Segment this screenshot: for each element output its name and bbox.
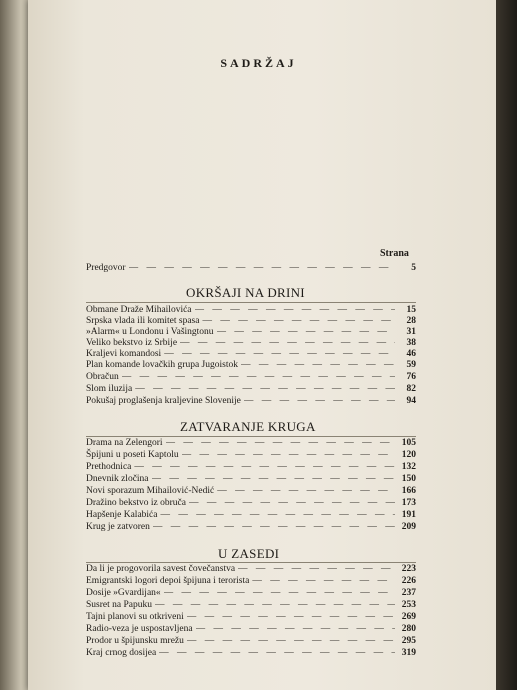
section-rule [86, 302, 416, 303]
toc-entry-page: 166 [401, 486, 416, 496]
toc-entry-label: Hapšenje Kalabića [86, 510, 158, 520]
leader-dashes [202, 316, 395, 326]
toc-entry [86, 600, 416, 612]
toc-entry-label: Srpska vlada ili komitet spasa [86, 316, 200, 326]
leader-dashes [195, 305, 395, 315]
toc-entry-page: 105 [401, 438, 416, 448]
toc-entry-label: »Alarm« u Londonu i Vašingtonu [86, 327, 214, 337]
toc-entry-label: Veliko bekstvo iz Srbije [86, 338, 178, 348]
toc-entry-page: 269 [401, 612, 416, 622]
toc-entry-label: Emigrantski logori depoi špijuna i terorista [86, 576, 250, 586]
toc-entry [86, 450, 416, 462]
toc-entry-page: 223 [401, 564, 416, 574]
toc-entry-label: Dražino bekstvo iz obruča [86, 498, 186, 508]
toc-entry-label: Tajni planovi su otkriveni [86, 612, 184, 622]
leader-dashes [189, 498, 395, 508]
toc-entry [86, 624, 416, 636]
leader-dashes [134, 462, 395, 472]
toc-entry-page: 31 [406, 327, 416, 337]
toc-entry-label: Obračun [86, 372, 119, 382]
toc-entry-label: Kraj crnog dosijea [86, 648, 157, 658]
leader-dashes [152, 474, 395, 484]
leader-dashes [241, 360, 395, 370]
leader-dashes [164, 349, 395, 359]
toc-entry [86, 564, 416, 576]
toc-entry-label: Drama na Zelengori [86, 438, 163, 448]
leader-dashes [238, 564, 395, 574]
leader-dashes [244, 396, 395, 406]
toc-entry-page: 132 [401, 462, 416, 472]
leader-dashes [153, 522, 395, 532]
toc-entry-label: Špijuni u poseti Kaptolu [86, 450, 179, 460]
toc-entry [86, 396, 416, 408]
leader-dashes [180, 338, 395, 348]
toc-entry-preface [86, 263, 416, 275]
book-right-edge [496, 0, 517, 690]
toc-entry-page: 237 [401, 588, 416, 598]
leader-dashes [182, 450, 395, 460]
toc-entry-label: Prodor u špijunsku mrežu [86, 636, 184, 646]
toc-entry-page: 253 [401, 600, 416, 610]
toc-entry [86, 522, 416, 534]
leader-dashes [187, 612, 395, 622]
toc-entry [86, 648, 416, 660]
toc-entry-page: 94 [406, 396, 416, 406]
toc-entry-page: 59 [406, 360, 416, 370]
leader-dashes [135, 384, 395, 394]
toc-entry-label: Krug je zatvoren [86, 522, 150, 532]
section-rule [86, 436, 416, 437]
toc-entry [86, 612, 416, 624]
leader-dashes [187, 636, 395, 646]
leader-dashes [217, 327, 395, 337]
toc-entry [86, 462, 416, 474]
leader-dashes [122, 372, 395, 382]
toc-entry-label: Da li je progovorila savest čovečanstva [86, 564, 236, 574]
toc-entry-page: 209 [401, 522, 416, 532]
toc-entry-label: Dnevnik zločina [86, 474, 149, 484]
toc-entry-label: Pokušaj proglašenja kraljevine Slovenije [86, 396, 241, 406]
leader-dashes [159, 648, 395, 658]
toc-entry-page: 82 [406, 384, 416, 394]
toc-entry-page: 15 [406, 305, 416, 315]
toc-entry-label: Novi sporazum Mihailović-Nedić [86, 486, 215, 496]
toc-entry-page: 5 [411, 263, 416, 273]
toc-entry-label: Slom iluzija [86, 384, 133, 394]
leader-dashes [155, 600, 395, 610]
leader-dashes [166, 438, 396, 448]
toc-entry [86, 474, 416, 486]
toc-entry-page: 319 [401, 648, 416, 658]
toc-entry-label: Kraljevi komandosi [86, 349, 162, 359]
toc-entry-label: Obmane Draže Mihailovića [86, 305, 192, 315]
strana-header: Strana [380, 248, 409, 259]
toc-entry-page: 173 [401, 498, 416, 508]
toc-entry [86, 360, 416, 372]
section-title-u-zasedi: U ZASEDI [218, 546, 280, 561]
leader-dashes [196, 624, 395, 634]
leader-dashes [252, 576, 395, 586]
section-rule [86, 562, 416, 563]
toc-entry-page: 76 [406, 372, 416, 382]
toc-entry-page: 46 [406, 349, 416, 359]
page-title: SADRŽAJ [220, 56, 297, 70]
toc-entry [86, 498, 416, 510]
toc-entry-page: 280 [401, 624, 416, 634]
section-title-zatvaranje: ZATVARANJE KRUGA [180, 419, 316, 434]
toc-entry-page: 295 [401, 636, 416, 646]
leader-dashes [129, 263, 395, 273]
toc-entry-page: 191 [401, 510, 416, 520]
toc-entry [86, 576, 416, 588]
toc-entry-label: Susret na Papuku [86, 600, 152, 610]
toc-entry-label: Predgovor [86, 263, 126, 273]
section-title-okrsaji: OKRŠAJI NA DRINI [186, 285, 305, 300]
toc-entry-label: Dosije »Gvardijan« [86, 588, 161, 598]
toc-entry-page: 120 [401, 450, 416, 460]
toc-entry [86, 384, 416, 396]
toc-entry-label: Plan komande lovačkih grupa Jugoistok [86, 360, 238, 370]
toc-entry [86, 636, 416, 648]
toc-entry-page: 226 [401, 576, 416, 586]
toc-entry-label: Radio-veza je uspostavljena [86, 624, 193, 634]
toc-entry-page: 28 [406, 316, 416, 326]
leader-dashes [160, 510, 395, 520]
toc-entry [86, 438, 416, 450]
toc-entry-page: 150 [401, 474, 416, 484]
toc-entry-label: Prethodnica [86, 462, 132, 472]
leader-dashes [164, 588, 395, 598]
toc-entry-page: 38 [406, 338, 416, 348]
toc-entry [86, 588, 416, 600]
leader-dashes [217, 486, 395, 496]
toc-entry [86, 510, 416, 522]
toc-entry [86, 372, 416, 384]
toc-entry [86, 486, 416, 498]
